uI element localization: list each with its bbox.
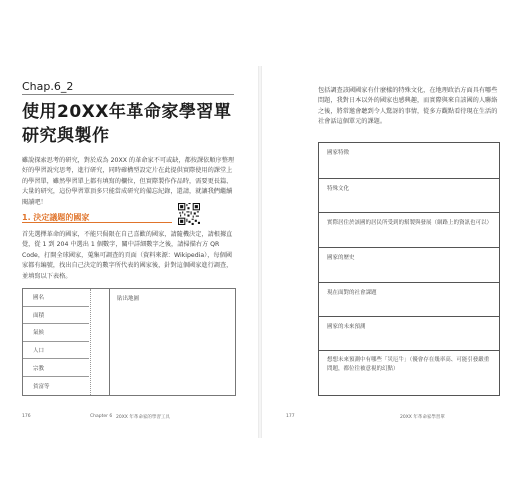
page-number-right: 177 — [286, 414, 295, 419]
section-rule — [22, 222, 172, 223]
table-row — [319, 143, 499, 179]
table-label-wealth: 貧富等 — [33, 383, 50, 390]
right-intro-paragraph: 包括調查該國國家有什麼樣的特殊文化，在地理政治方面具有哪些問題，我對日本以外的國家也感興趣，而實際與來自該國的人聯絡之後，將常邀會聽到令人驚訝的事情，從多方觀點看待現在生活的社會話這個單元的課題。 — [318, 87, 498, 126]
table-label-area: 面積 — [23, 307, 89, 325]
row-label-residents: 實際居住於該國的居民所受到的幫製與發展（網路上的資訊也可以） — [327, 220, 493, 226]
row-label-disaster: 想想未來預測中有哪些「災厄牛」（優會存在幾率高、可能引發嚴重問題，都位往被意視的幻點） — [327, 357, 490, 372]
intro-paragraph: 雖說探索思考的研究，對於成為 20XX 的革命家不可或缺，都按課依順序整理好的學習說究思考，進行研究，同時確構型設定片在此提供實際使用的課堂上的學習單，雖然學習單上都有填寫的欄位，但實際製作作品時，需要更長篇、大量的研究，這份學習單頂多只能當成研究的備忘紀錄，還請，就讓我們繼續閱讀吧！ — [22, 157, 235, 206]
table-label-population: 人口 — [23, 342, 89, 360]
section-body: 首先選擇革命的國家，不能只侷限在自己喜歡的國家，請隨機決定，請根據直覺，從 1 到 204 中選出 1 個數字，關中詳細數字之後，請掃描右方 QR Code，打開全球國家，蒐集可調查的頁面（資料來源：Wikipedia），每個國家都有編號，找出自己決定的數字所代表的國家後，針對這個國家進行調查，並填寫以下表格。 — [22, 231, 233, 280]
row-label-features: 國家特徵 — [327, 150, 350, 156]
table-label-country: 國名 — [23, 289, 89, 307]
section-heading: 1. 決定議題的國家 — [22, 213, 90, 222]
table-row — [319, 179, 499, 213]
running-head: Chapter 6 — [90, 414, 113, 419]
row-label-social-issues: 現在面對的社會課題 — [327, 290, 377, 296]
table-row — [319, 213, 499, 248]
table-divider — [109, 289, 110, 395]
table-row — [319, 248, 499, 283]
page-number-left: 176 — [22, 414, 31, 419]
qr-code-icon[interactable] — [178, 203, 200, 225]
running-title-right: 20XX 年革命家學習單 — [400, 415, 445, 420]
table-label-climate: 氣候 — [23, 324, 89, 342]
running-title-left: 20XX 年革命家的學習工具 — [116, 415, 170, 420]
table-row — [319, 317, 499, 351]
table-label-religion: 宗教 — [23, 359, 89, 377]
page-title: 使用20XX年革命家學習單研究與製作 — [22, 102, 232, 146]
research-table — [318, 142, 500, 396]
table-dotted-divider — [90, 289, 92, 395]
table-row — [319, 283, 499, 317]
map-label: 貼出地圖 — [117, 296, 140, 302]
chapter-rule — [22, 94, 234, 95]
row-label-culture: 特殊文化 — [327, 186, 350, 192]
row-label-future: 國家的未來預測 — [327, 324, 366, 330]
book-gutter — [258, 66, 262, 438]
table-row — [319, 351, 499, 395]
country-info-table — [22, 288, 236, 396]
chapter-label: Chap.6_2 — [22, 80, 74, 93]
row-label-history: 國家的歷史 — [327, 255, 355, 261]
